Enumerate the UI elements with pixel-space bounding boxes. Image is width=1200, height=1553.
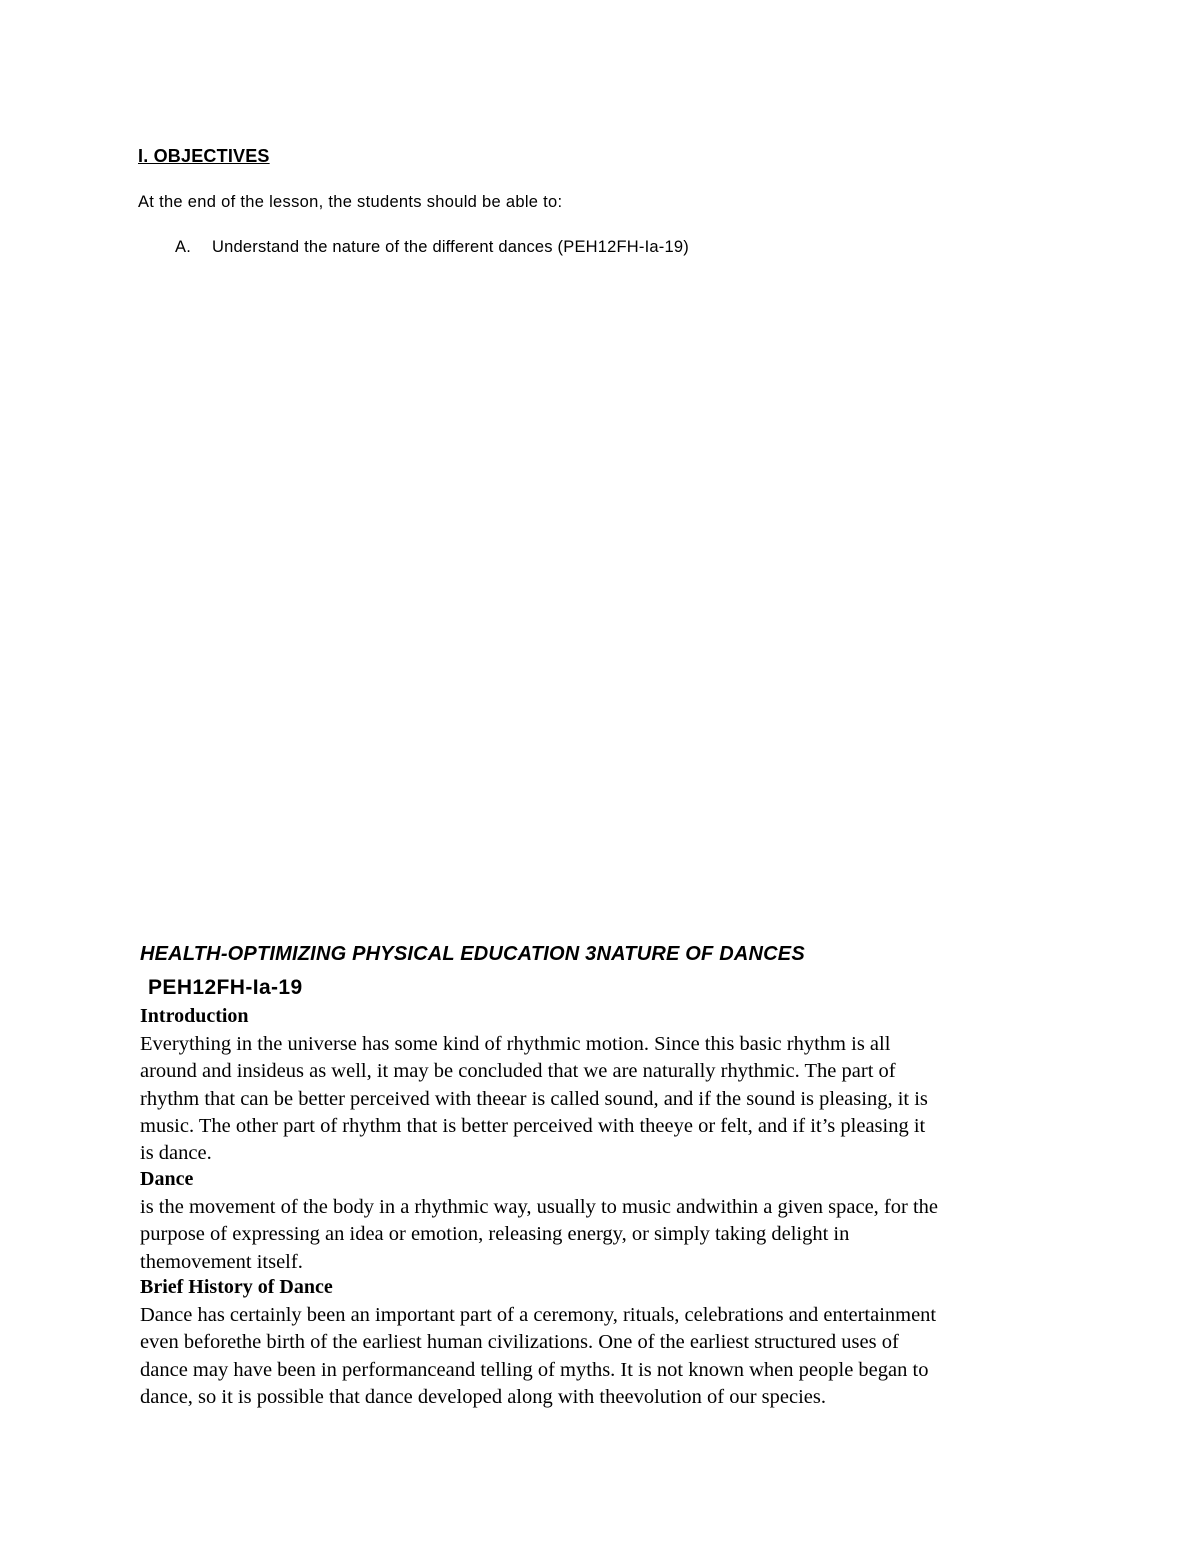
dance-body: [140, 1194, 1070, 1276]
introduction-line: around and insideus as well, it may be concluded that we are naturally rhythmic. The part of: [140, 1060, 896, 1083]
objectives-heading: I. OBJECTIVES: [138, 146, 270, 166]
module-title: HEALTH-OPTIMIZING PHYSICAL EDUCATION 3NATURE OF DANCES: [140, 943, 805, 965]
history-line: Dance has certainly been an important part of a ceremony, rituals, celebrations and entertainment: [140, 1304, 937, 1326]
history-line: even beforethe birth of the earliest human civilizations. One of the earliest structured uses of: [140, 1331, 899, 1354]
objective-item: [175, 238, 689, 257]
dance-line: purpose of expressing an idea or emotion, releasing energy, or simply taking delight in: [140, 1223, 850, 1246]
dance-line: themovement itself.: [140, 1250, 303, 1273]
dance-line: is the movement of the body in a rhythmic way, usually to music andwithin a given space, for the: [140, 1196, 938, 1218]
history-body: [140, 1302, 1070, 1411]
introduction-heading: Introduction: [140, 1005, 249, 1027]
objective-item-marker: A.: [175, 238, 191, 256]
introduction-line: Everything in the universe has some kind of rhythmic motion. Since this basic rhythm is all: [140, 1033, 891, 1055]
introduction-body: [140, 1031, 1070, 1167]
history-line: dance may have been in performanceand telling of myths. It is not known when people began to: [140, 1358, 929, 1381]
objective-item-text: Understand the nature of the different dances (PEH12FH-Ia-19): [212, 238, 689, 256]
module-code: PEH12FH-Ia-19: [148, 976, 303, 999]
introduction-line: music. The other part of rhythm that is better perceived with theeye or felt, and if it’s pleasing it: [140, 1114, 926, 1137]
introduction-line: is dance.: [140, 1142, 212, 1165]
introduction-line: rhythm that can be better perceived with theear is called sound, and if the sound is pleasing, it is: [140, 1087, 928, 1110]
history-heading: Brief History of Dance: [140, 1276, 333, 1298]
history-line: dance, so it is possible that dance developed along with theevolution of our species.: [140, 1385, 827, 1408]
objectives-intro: At the end of the lesson, the students should be able to:: [138, 193, 563, 211]
dance-heading: Dance: [140, 1168, 194, 1190]
